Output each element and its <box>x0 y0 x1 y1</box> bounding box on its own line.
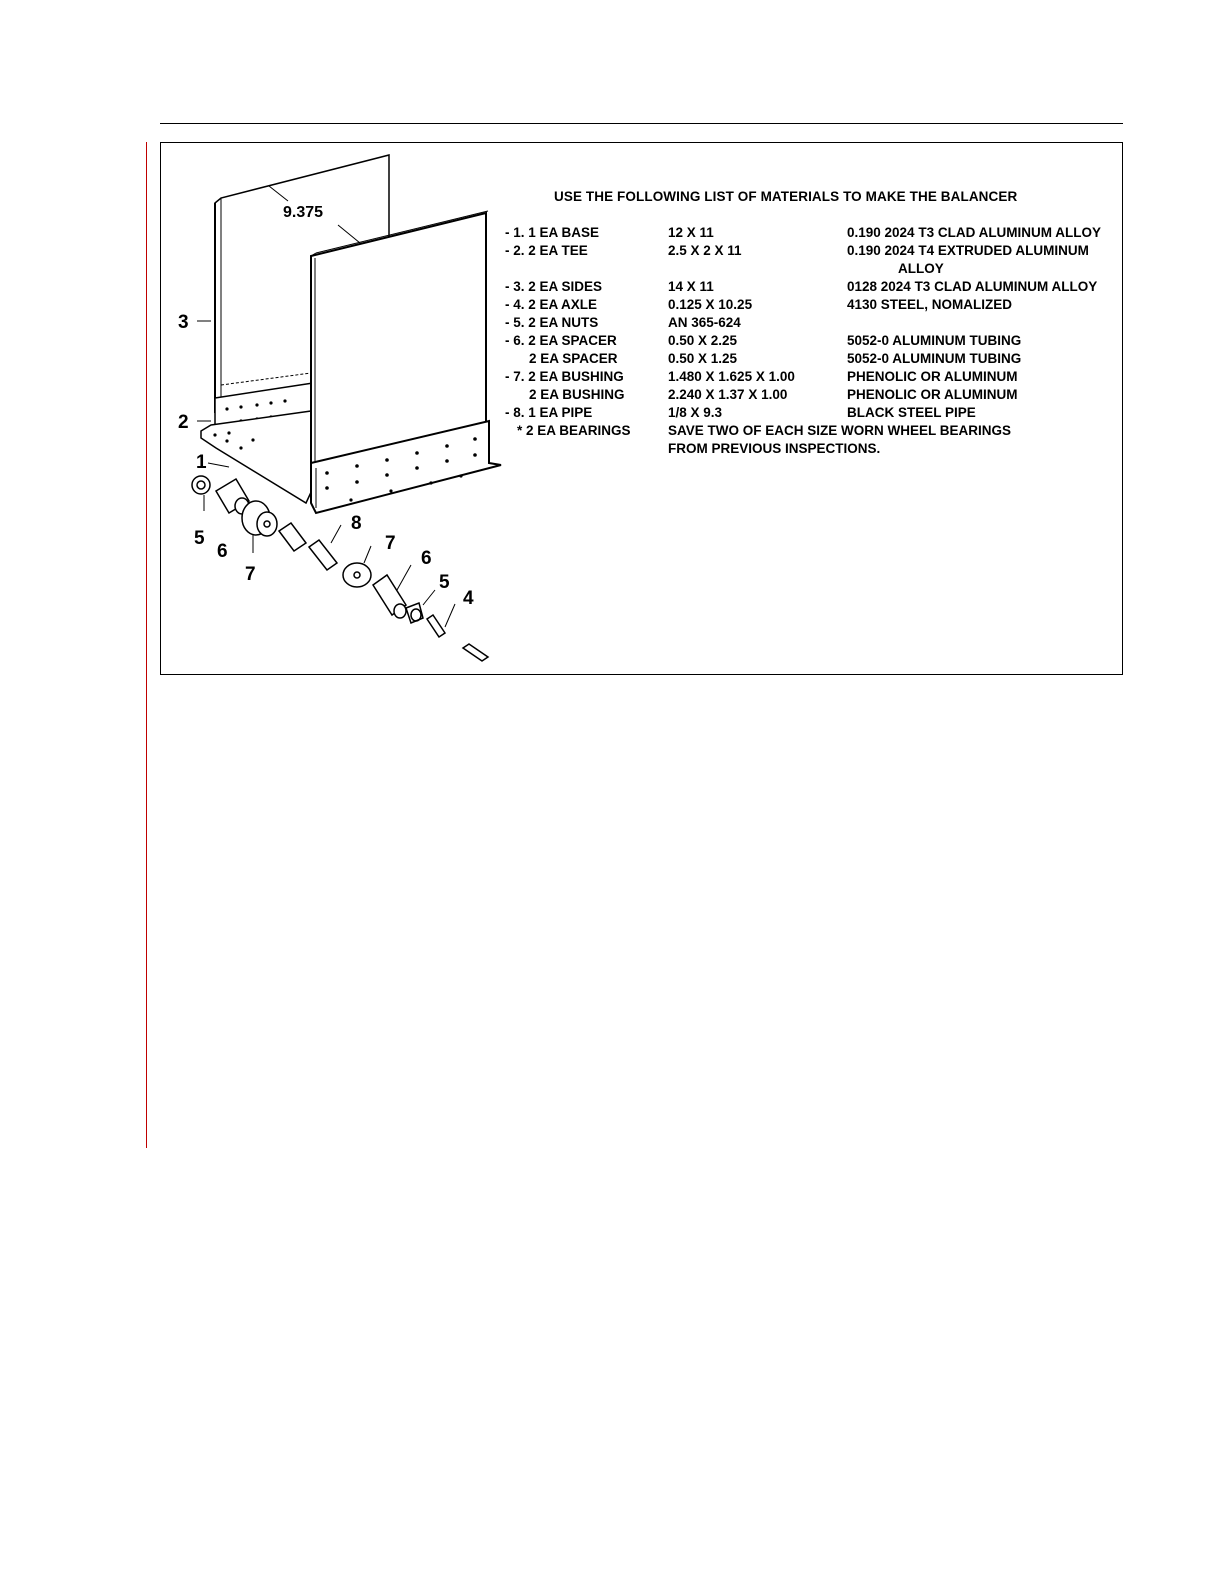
callout-6-right: 6 <box>421 548 432 569</box>
material-spec: 5052-0 ALUMINUM TUBING <box>847 351 1022 366</box>
material-spec: PHENOLIC OR ALUMINUM <box>847 369 1018 384</box>
material-spec: 4130 STEEL, NOMALIZED <box>847 297 1013 312</box>
callout-7-left: 7 <box>245 564 256 585</box>
material-size: 2.240 X 1.37 X 1.00 <box>668 387 788 402</box>
material-spec: 0.190 2024 T4 EXTRUDED ALUMINUM <box>847 243 1089 258</box>
header-rule <box>160 123 1123 124</box>
bushing-left <box>242 501 277 553</box>
material-size: 0.50 X 1.25 <box>668 351 738 366</box>
material-spec-wrap: ALLOY <box>898 261 944 276</box>
material-spec: 0128 2024 T3 CLAD ALUMINUM ALLOY <box>847 279 1098 294</box>
material-spec: 5052-0 ALUMINUM TUBING <box>847 333 1022 348</box>
material-item: - 3. 2 EA SIDES <box>505 279 603 294</box>
material-size-wrap: FROM PREVIOUS INSPECTIONS. <box>668 441 881 456</box>
material-size: 0.125 X 10.25 <box>668 297 753 312</box>
callout-2: 2 <box>178 412 189 433</box>
balancer-illustration <box>161 143 1122 674</box>
material-size: 1/8 X 9.3 <box>668 405 723 420</box>
material-spec: 0.190 2024 T3 CLAD ALUMINUM ALLOY <box>847 225 1102 240</box>
material-item: - 4. 2 EA AXLE <box>505 297 598 312</box>
material-item: - 8. 1 EA PIPE <box>505 405 593 420</box>
material-item: - 7. 2 EA BUSHING <box>505 369 624 384</box>
material-item: - 2. 2 EA TEE <box>505 243 588 258</box>
callout-4: 4 <box>463 588 474 609</box>
material-item: 2 EA SPACER <box>529 351 618 366</box>
spacer-right <box>373 565 411 618</box>
axle <box>427 604 488 661</box>
callout-8: 8 <box>351 513 362 534</box>
callout-7-right: 7 <box>385 533 396 554</box>
material-size: 14 X 11 <box>668 279 714 294</box>
material-spec: PHENOLIC OR ALUMINUM <box>847 387 1018 402</box>
change-bar <box>146 142 147 1148</box>
material-size: 1.480 X 1.625 X 1.00 <box>668 369 795 384</box>
material-item: * 2 EA BEARINGS <box>517 423 631 438</box>
callout-5-left: 5 <box>194 528 205 549</box>
nut-left <box>192 476 210 511</box>
material-item: 2 EA BUSHING <box>529 387 625 402</box>
material-item: - 1. 1 EA BASE <box>505 225 600 240</box>
callout-3: 3 <box>178 312 189 333</box>
callout-1: 1 <box>196 452 207 473</box>
material-item: - 5. 2 EA NUTS <box>505 315 599 330</box>
material-item: - 6. 2 EA SPACER <box>505 333 617 348</box>
figure-frame <box>160 142 1123 675</box>
callout-6-left: 6 <box>217 541 228 562</box>
spacer-small <box>279 523 306 551</box>
dimension-label: 9.375 <box>283 204 324 221</box>
material-size: 12 X 11 <box>668 225 714 240</box>
materials-heading: USE THE FOLLOWING LIST OF MATERIALS TO MAKE THE BALANCER <box>554 189 1018 204</box>
material-size: 2.5 X 2 X 11 <box>668 243 742 258</box>
bushing-right <box>343 546 371 587</box>
callout-5-right: 5 <box>439 572 450 593</box>
pipe <box>309 525 341 570</box>
material-size: AN 365-624 <box>668 315 741 330</box>
material-spec: BLACK STEEL PIPE <box>847 405 976 420</box>
material-size: SAVE TWO OF EACH SIZE WORN WHEEL BEARINGS <box>668 423 1012 438</box>
material-size: 0.50 X 2.25 <box>668 333 738 348</box>
